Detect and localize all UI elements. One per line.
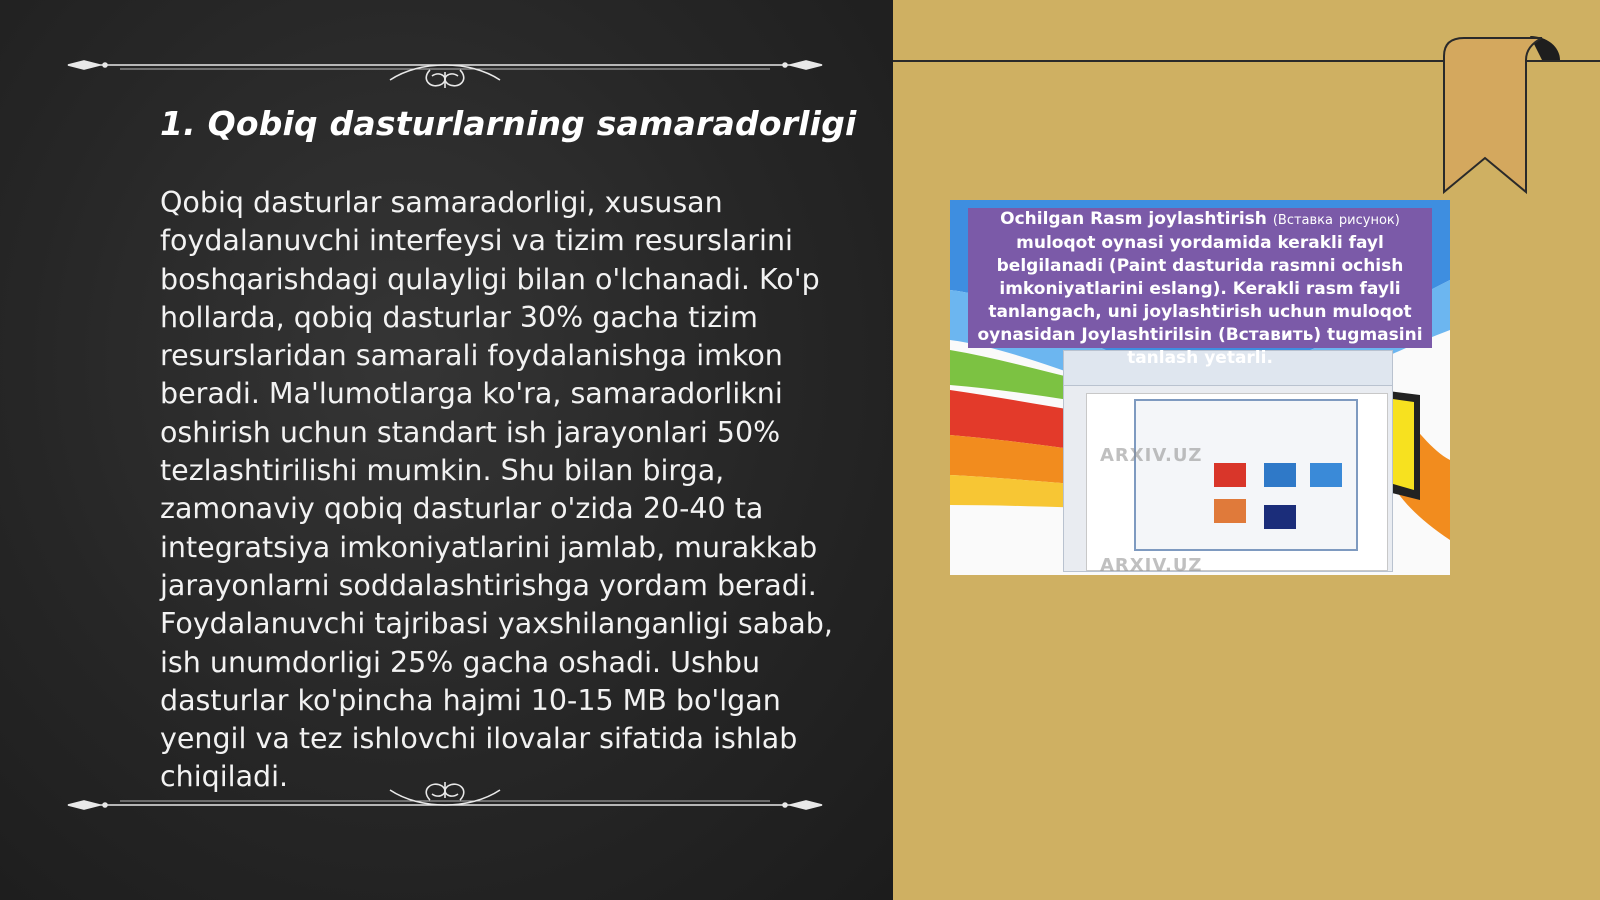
caption-line-1: Ochilgan Rasm joylashtirish xyxy=(1000,209,1267,229)
thumbnail-blue-2 xyxy=(1310,463,1342,487)
caption-body: muloqot oynasi yordamida kerakli fayl belgilanadi (Paint dasturida rasmni ochish imkoniyatlarini eslang). Kerakli rasm fayli tanlangach, uni joylashtirish uchun muloqot oynasidan Joylashtirilsin xyxy=(977,233,1412,345)
watermark-text: ARXIV.UZ xyxy=(1100,445,1203,466)
bookmark-ribbon-icon xyxy=(1430,36,1560,198)
caption-last-line: (Вставить) tugmasini tanlash yetarli. xyxy=(1127,325,1423,368)
thumbnail-flower xyxy=(1214,463,1246,487)
thumbnail-dark xyxy=(1264,505,1296,529)
slide-body-text: Qobiq dasturlar samaradorligi, xususan foydalanuvchi interfeysi va tizim resurslarini boshqarishdagi qulayligi bilan o'lchanadi. Ko'p hollarda, qobiq dasturlar 30% gacha tizim resurslaridan samarali foydalanishga imkon beradi. Ma'lumotlarga ko'ra, samaradorlikni oshirish uchun standart ish jarayonlari 50% tezlashtirilishi mumkin. Shu bilan birga, zamonaviy qobiq dasturlar o'zida 20-40 ta integratsiya imkoniyatlarini jamlab, murakkab jarayonlarni soddalashtirishga yordam beradi. Foydalanuvchi tajribasi yaxshilanganligi sabab, ish unumdorligi 25% gacha oshadi. Ushbu dasturlar ko'pincha hajmi 10-15 MB bo'lgan yengil va tez ishlovchi ilovalar sifatida ishlab chiqiladi. xyxy=(160,186,833,794)
top-ornament-divider xyxy=(60,40,830,90)
watermark-text-2: ARXIV.UZ xyxy=(1100,555,1203,576)
thumbnail-flowers xyxy=(1214,499,1246,523)
caption-russian-2: рисунок) xyxy=(1338,213,1400,228)
picture-caption xyxy=(968,208,1432,368)
caption-russian-1: (Вставка xyxy=(1272,213,1333,228)
thumbnail-blue-1 xyxy=(1264,463,1296,487)
inserted-picture xyxy=(950,200,1450,575)
bottom-ornament-divider xyxy=(60,780,830,830)
slide-title: 1. Qobiq dasturlarning samaradorligi xyxy=(160,104,857,143)
screenshot-insert-dialog xyxy=(1134,399,1358,551)
